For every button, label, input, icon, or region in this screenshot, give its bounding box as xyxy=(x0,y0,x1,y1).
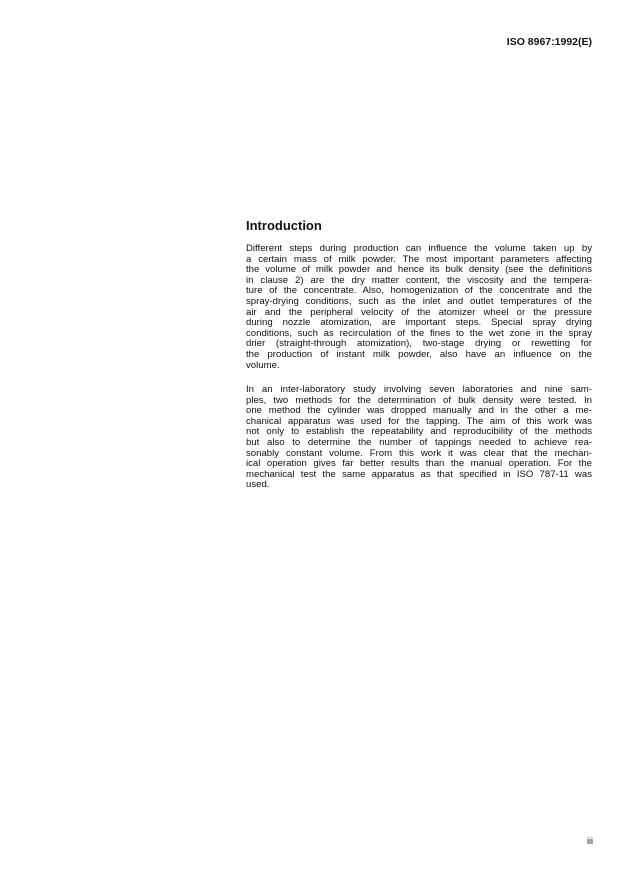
text-line: but also to determine the number of tappings needed to achieve rea- xyxy=(246,436,592,448)
text-line: used. xyxy=(246,479,270,491)
text-line: volume. xyxy=(246,359,280,371)
text-line: air and the peripheral velocity of the atomizer wheel or the pressure xyxy=(246,306,592,318)
page-number: iii xyxy=(587,836,593,846)
text-line: ples, two methods for the determination of bulk density were tested. In xyxy=(246,394,592,406)
text-line: during nozzle atomization, are important steps. Special spray drying xyxy=(246,317,592,329)
text-line: in clause 2) are the dry matter content, the viscosity and the tempera- xyxy=(246,274,592,286)
text-line: spray-drying conditions, such as the inlet and outlet temperatures of the xyxy=(246,295,592,307)
text-line: sonably constant volume. From this work it was clear that the mechan- xyxy=(246,447,592,459)
paragraph-1 xyxy=(246,244,592,371)
text-line: In an inter-laboratory study involving seven laboratories and nine sam- xyxy=(246,384,592,395)
text-line: ture of the concentrate. Also, homogenization of the concentrate and the xyxy=(246,285,592,297)
section-title: Introduction xyxy=(246,218,322,233)
text-line: not only to establish the repeatability and reproducibility of the methods xyxy=(246,426,592,438)
text-line: one method the cylinder was dropped manually and in the other a me- xyxy=(246,405,592,417)
text-line: chanical apparatus was used for the tapping. The aim of this work was xyxy=(246,415,592,427)
text-line: the production of instant milk powder, also have an influence on the xyxy=(246,348,592,360)
text-line: Different steps during production can influence the volume taken up by xyxy=(246,243,592,254)
text-line: conditions, such as recirculation of the fines to the wet zone in the spray xyxy=(246,327,592,339)
text-line: ical operation gives far better results than the manual operation. For the xyxy=(246,458,592,470)
text-line: a certain mass of milk powder. The most important parameters affecting xyxy=(246,253,592,265)
document-header-standard-id: ISO 8967:1992(E) xyxy=(506,36,592,48)
text-line: drier (straight-through atomization), two-stage drying or rewetting for xyxy=(246,338,592,350)
paragraph-2 xyxy=(246,385,592,491)
text-line: mechanical test the same apparatus as that specified in ISO 787-11 was xyxy=(246,468,592,480)
text-line: the volume of milk powder and hence its bulk density (see the definitions xyxy=(246,264,592,276)
